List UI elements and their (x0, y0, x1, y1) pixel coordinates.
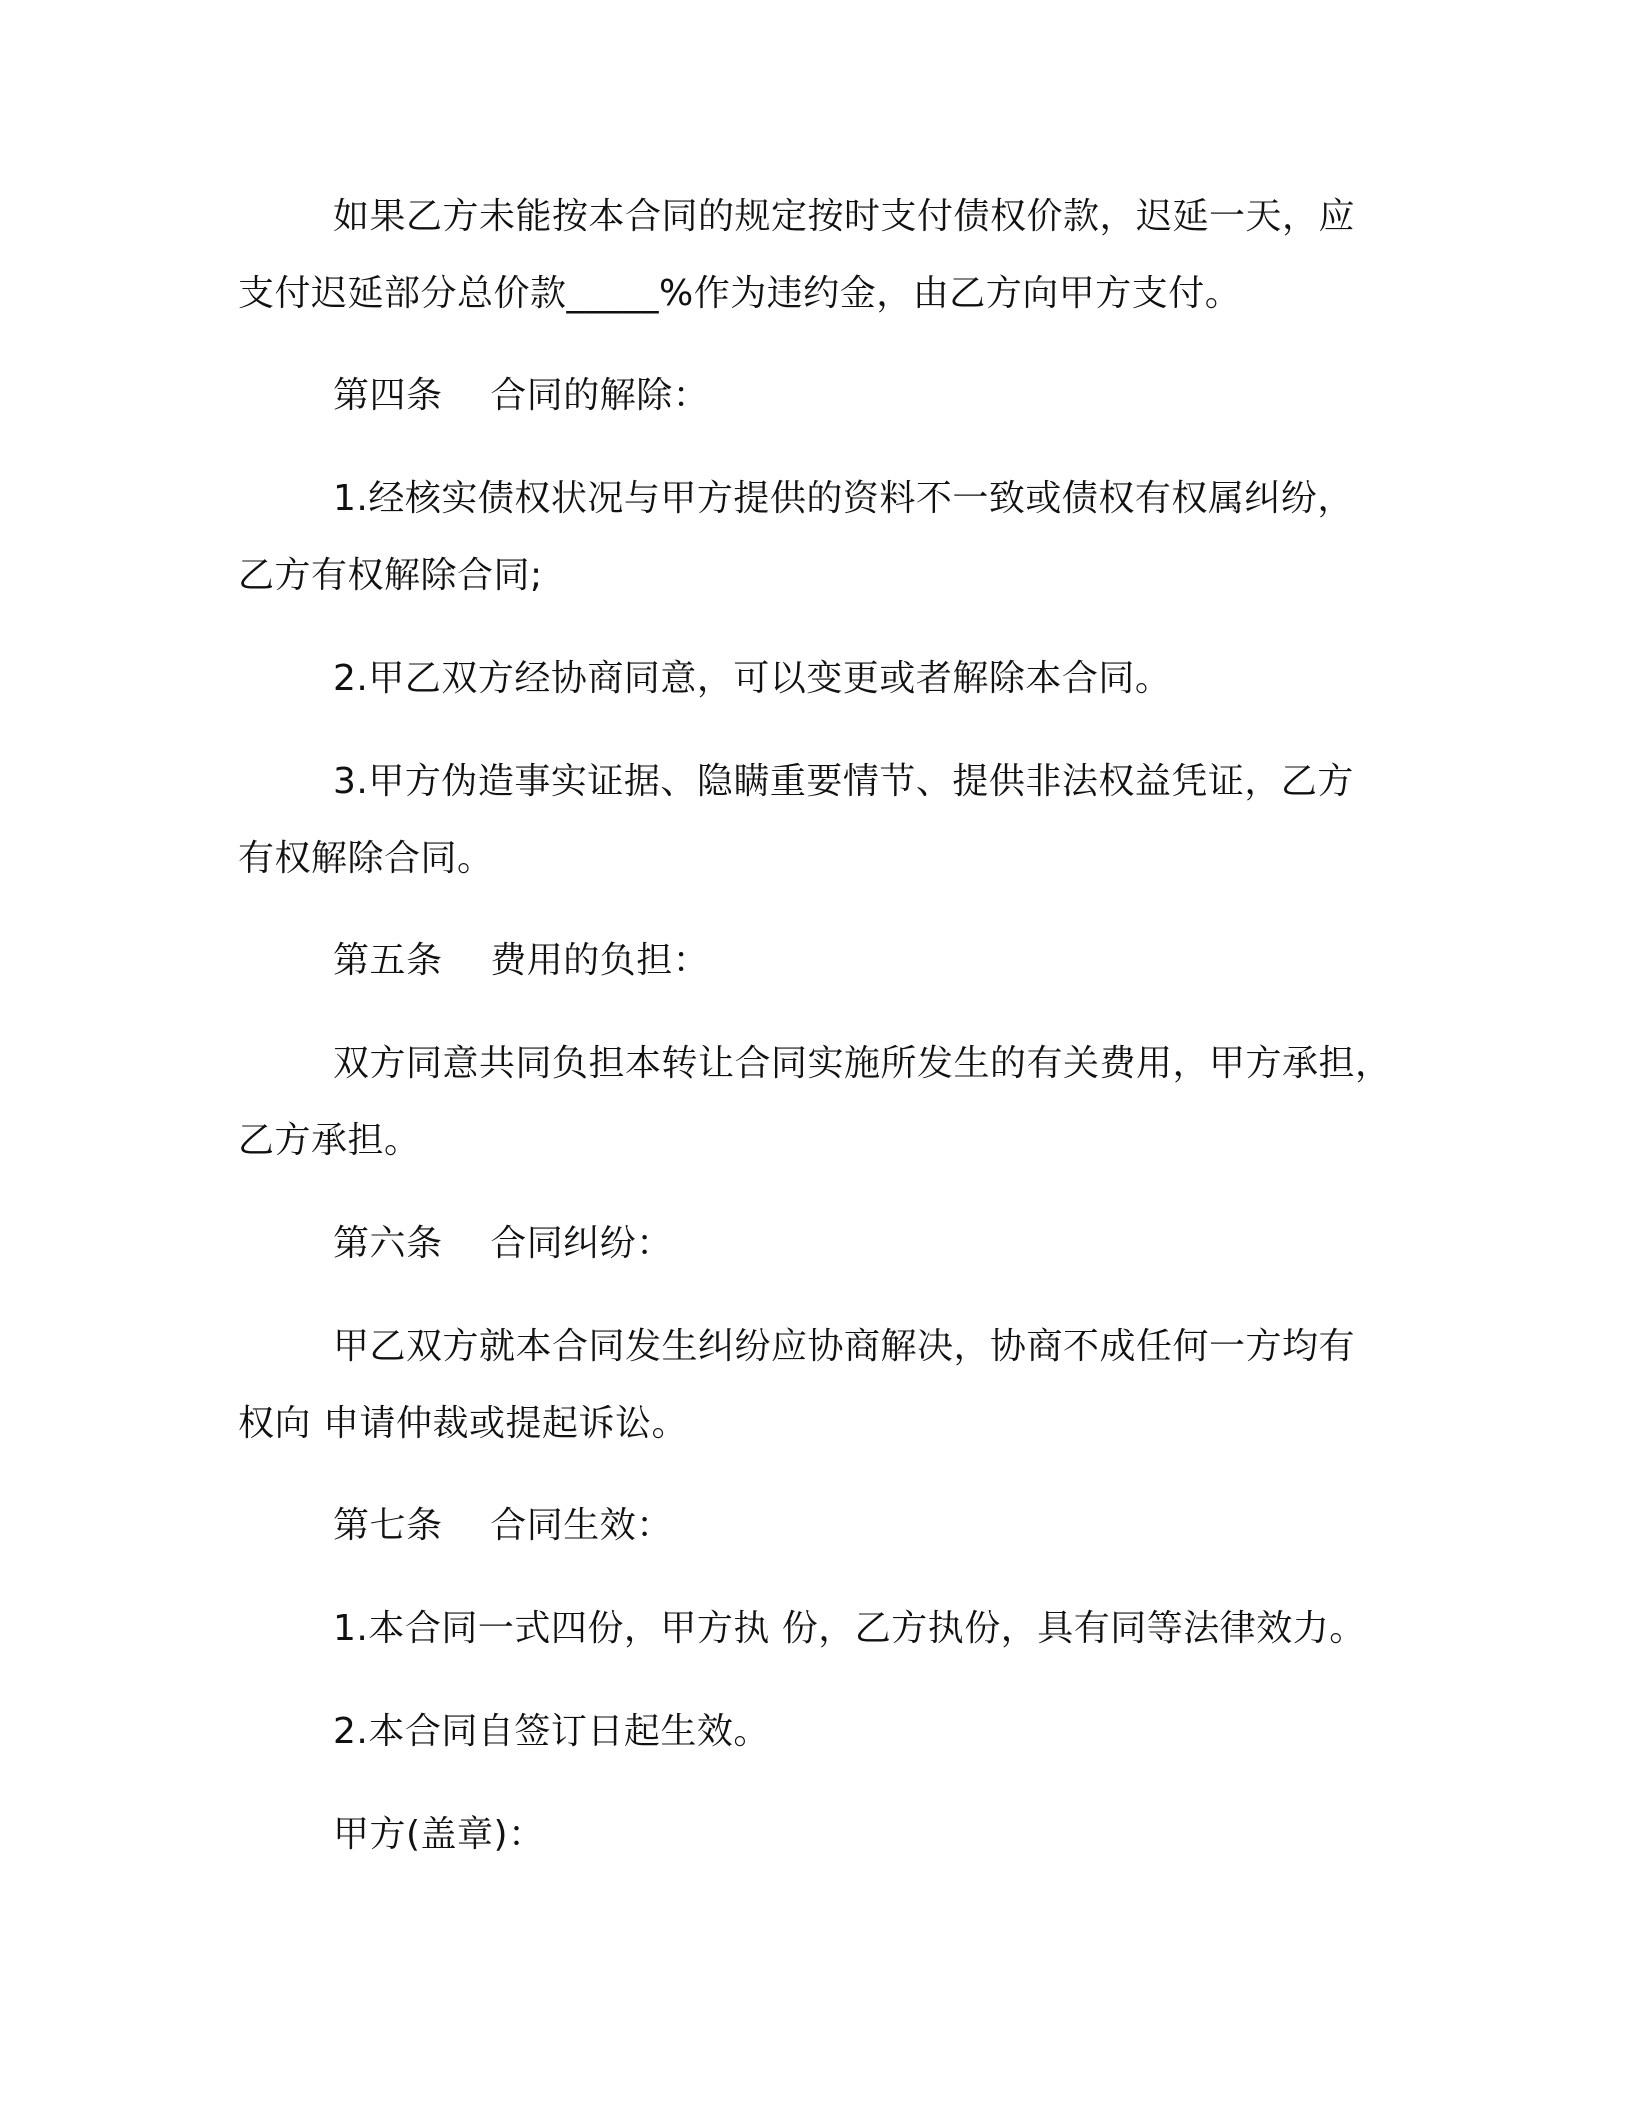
article-4-item-3-line-2: 有权解除合同。 (238, 838, 494, 879)
article-7-item-1: 1.本合同一式四份，甲方执 份，乙方执份，具有同等法律效力。 (333, 1608, 1366, 1649)
article-5-text-line-2: 乙方承担。 (238, 1120, 421, 1161)
article-7-heading: 第七条 合同生效： (333, 1505, 673, 1546)
article-4-item-1-line-1: 1.经核实债权状况与甲方提供的资料不一致或债权有权属纠纷， (333, 478, 1354, 519)
article-4-item-2: 2.甲乙双方经协商同意，可以变更或者解除本合同。 (333, 658, 1172, 699)
article-6-text-line-1: 甲乙双方就本合同发生纠纷应协商解决，协商不成任何一方均有 (333, 1326, 1356, 1367)
article-5-text-line-1: 双方同意共同负担本转让合同实施所发生的有关费用，甲方承担， (333, 1043, 1392, 1084)
article-4-heading: 第四条 合同的解除： (333, 375, 710, 416)
article-6-text-line-2: 权向 申请仲裁或提起诉讼。 (238, 1403, 688, 1444)
party-a-seal-label: 甲方(盖章)： (333, 1814, 545, 1855)
article-4-item-1-line-2: 乙方有权解除合同; (238, 555, 543, 596)
paragraph-penalty-line-1: 如果乙方未能按本合同的规定按时支付债权价款，迟延一天，应 (333, 196, 1356, 237)
article-7-item-2: 2.本合同自签订日起生效。 (333, 1711, 770, 1752)
paragraph-penalty-line-2: 支付迟延部分总价款_____%作为违约金，由乙方向甲方支付。 (238, 273, 1242, 314)
article-5-heading: 第五条 费用的负担： (333, 940, 710, 981)
article-6-heading: 第六条 合同纠纷： (333, 1223, 673, 1264)
article-4-item-3-line-1: 3.甲方伪造事实证据、隐瞒重要情节、提供非法权益凭证，乙方 (333, 761, 1354, 802)
